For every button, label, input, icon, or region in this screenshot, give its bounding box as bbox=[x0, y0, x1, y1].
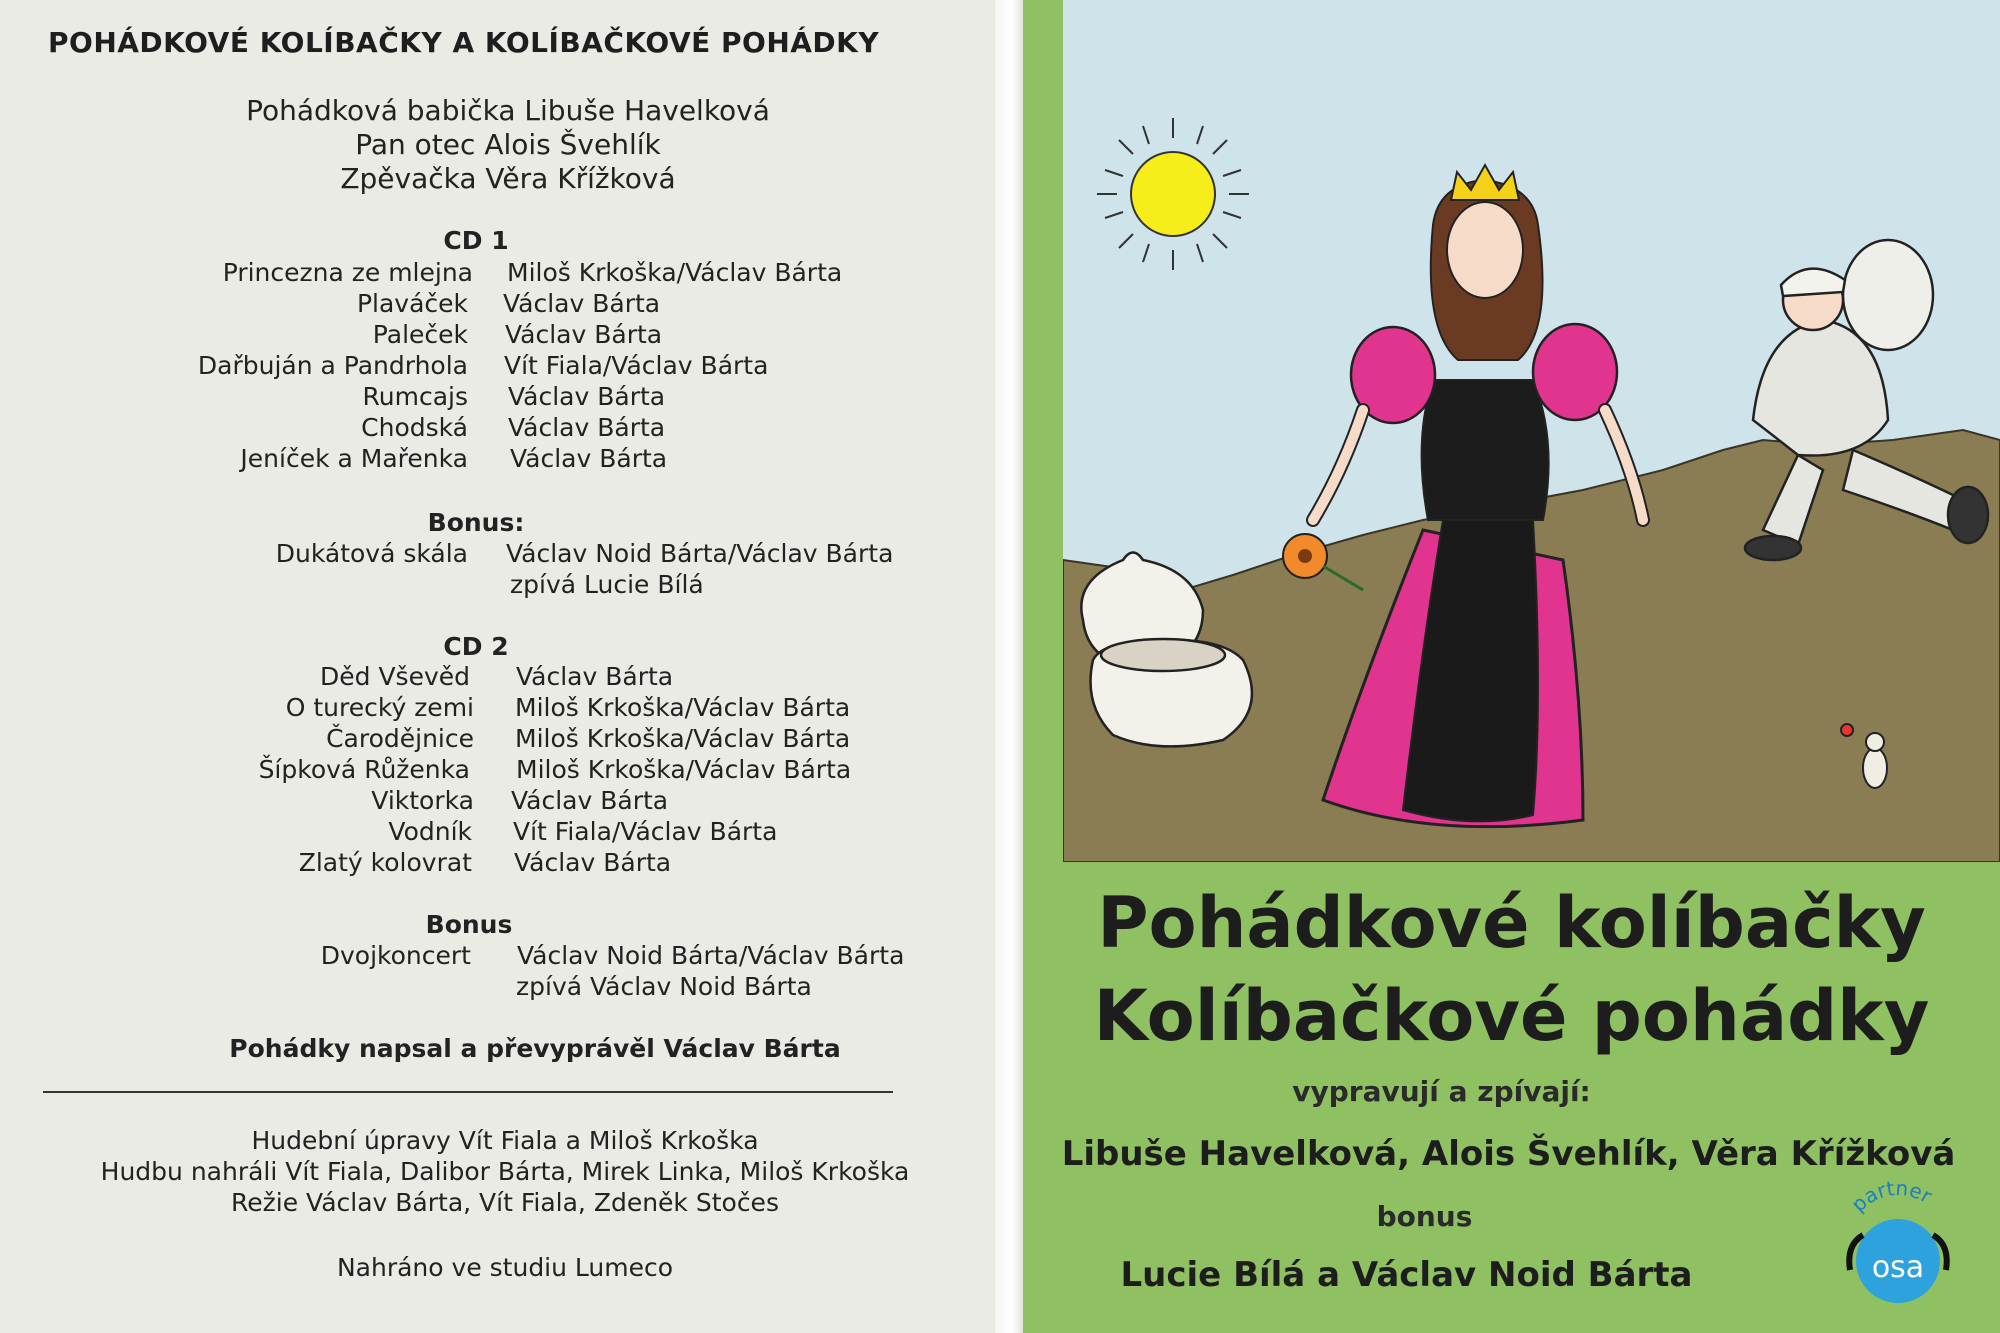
track-title: Vodník bbox=[388, 817, 472, 846]
booklet-title: POHÁDKOVÉ KOLÍBAČKY A KOLÍBAČKOVÉ POHÁDKY bbox=[48, 26, 880, 59]
cd1-bonus-heading: Bonus: bbox=[427, 508, 525, 537]
track-author: Miloš Krkoška/Václav Bárta bbox=[516, 755, 852, 784]
track-title: Šípková Růženka bbox=[258, 755, 470, 784]
cover-title-line2: Kolíbačkové pohádky bbox=[1093, 975, 1930, 1057]
track-author: Václav Bárta bbox=[510, 444, 668, 473]
track-title: Chodská bbox=[361, 413, 468, 442]
track-author: Václav Bárta bbox=[508, 382, 666, 411]
track-author: Miloš Krkoška/Václav Bárta bbox=[515, 724, 851, 753]
osa-partner-logo bbox=[1828, 1175, 1968, 1315]
bonus-track-author: Václav Noid Bárta/Václav Bárta bbox=[517, 941, 905, 970]
track-title: Děd Vševěd bbox=[320, 662, 470, 691]
bonus-track-author: Václav Noid Bárta/Václav Bárta bbox=[506, 539, 894, 568]
cover-subtitle: vypravují a zpívají: bbox=[1292, 1075, 1591, 1108]
cd2-bonus-heading: Bonus bbox=[425, 910, 513, 939]
bonus-track-note: zpívá Václav Noid Bárta bbox=[516, 972, 812, 1001]
track-title: Dařbuján a Pandrhola bbox=[197, 351, 468, 380]
footer-credit: Hudbu nahráli Vít Fiala, Dalibor Bárta, Mirek Linka, Miloš Krkoška bbox=[100, 1157, 910, 1186]
credit-line: Zpěvačka Věra Křížková bbox=[340, 162, 676, 195]
track-title: Zlatý kolovrat bbox=[298, 848, 472, 877]
track-title: O turecký zemi bbox=[285, 693, 474, 722]
cover-illustration bbox=[1063, 0, 2000, 862]
footer-credit: Hudební úpravy Vít Fiala a Miloš Krkoška bbox=[251, 1126, 759, 1155]
track-author: Václav Bárta bbox=[516, 662, 674, 691]
bonus-track-title: Dvojkoncert bbox=[320, 941, 471, 970]
track-author: Václav Bárta bbox=[505, 320, 663, 349]
bonus-track-title: Dukátová skála bbox=[275, 539, 468, 568]
track-title: Princezna ze mlejna bbox=[222, 258, 473, 287]
credit-line: Pan otec Alois Švehlík bbox=[355, 128, 661, 161]
credit-line: Pohádková babička Libuše Havelková bbox=[246, 94, 770, 127]
written-by: Pohádky napsal a převyprávěl Václav Bárta bbox=[229, 1034, 841, 1063]
track-title: Viktorka bbox=[371, 786, 474, 815]
track-author: Vít Fiala/Václav Bárta bbox=[504, 351, 769, 380]
track-author: Václav Bárta bbox=[514, 848, 672, 877]
divider-rule bbox=[43, 1091, 893, 1093]
booklet-fold bbox=[995, 0, 1023, 1333]
track-author: Václav Bárta bbox=[508, 413, 666, 442]
track-title: Paleček bbox=[372, 320, 468, 349]
cd2-heading: CD 2 bbox=[443, 632, 509, 661]
logo-arc-text: partner bbox=[1846, 1175, 1937, 1217]
track-author: Vít Fiala/Václav Bárta bbox=[513, 817, 778, 846]
bonus-track-note: zpívá Lucie Bílá bbox=[510, 570, 704, 599]
footer-credit: Režie Václav Bárta, Vít Fiala, Zdeněk Stočes bbox=[231, 1188, 779, 1217]
track-author: Václav Bárta bbox=[511, 786, 669, 815]
cover-performers: Libuše Havelková, Alois Švehlík, Věra Křížková bbox=[1061, 1134, 1956, 1174]
cover-bonus-performers: Lucie Bílá a Václav Noid Bárta bbox=[1120, 1255, 1693, 1295]
logo-letters: osa bbox=[1871, 1250, 1925, 1285]
track-title: Plaváček bbox=[356, 289, 468, 318]
track-title: Rumcajs bbox=[362, 382, 468, 411]
cd1-heading: CD 1 bbox=[443, 226, 509, 255]
cover-page bbox=[1023, 0, 2000, 1333]
track-title: Čarodějnice bbox=[326, 724, 474, 753]
track-title: Jeníček a Mařenka bbox=[240, 444, 468, 473]
booklet-back-page bbox=[0, 0, 995, 1333]
cover-title-line1: Pohádkové kolíbačky bbox=[1097, 882, 1926, 964]
track-author: Miloš Krkoška/Václav Bárta bbox=[507, 258, 843, 287]
studio-credit: Nahráno ve studiu Lumeco bbox=[336, 1253, 674, 1282]
track-author: Miloš Krkoška/Václav Bárta bbox=[515, 693, 851, 722]
track-author: Václav Bárta bbox=[503, 289, 661, 318]
cover-bonus-label: bonus bbox=[1376, 1200, 1473, 1233]
